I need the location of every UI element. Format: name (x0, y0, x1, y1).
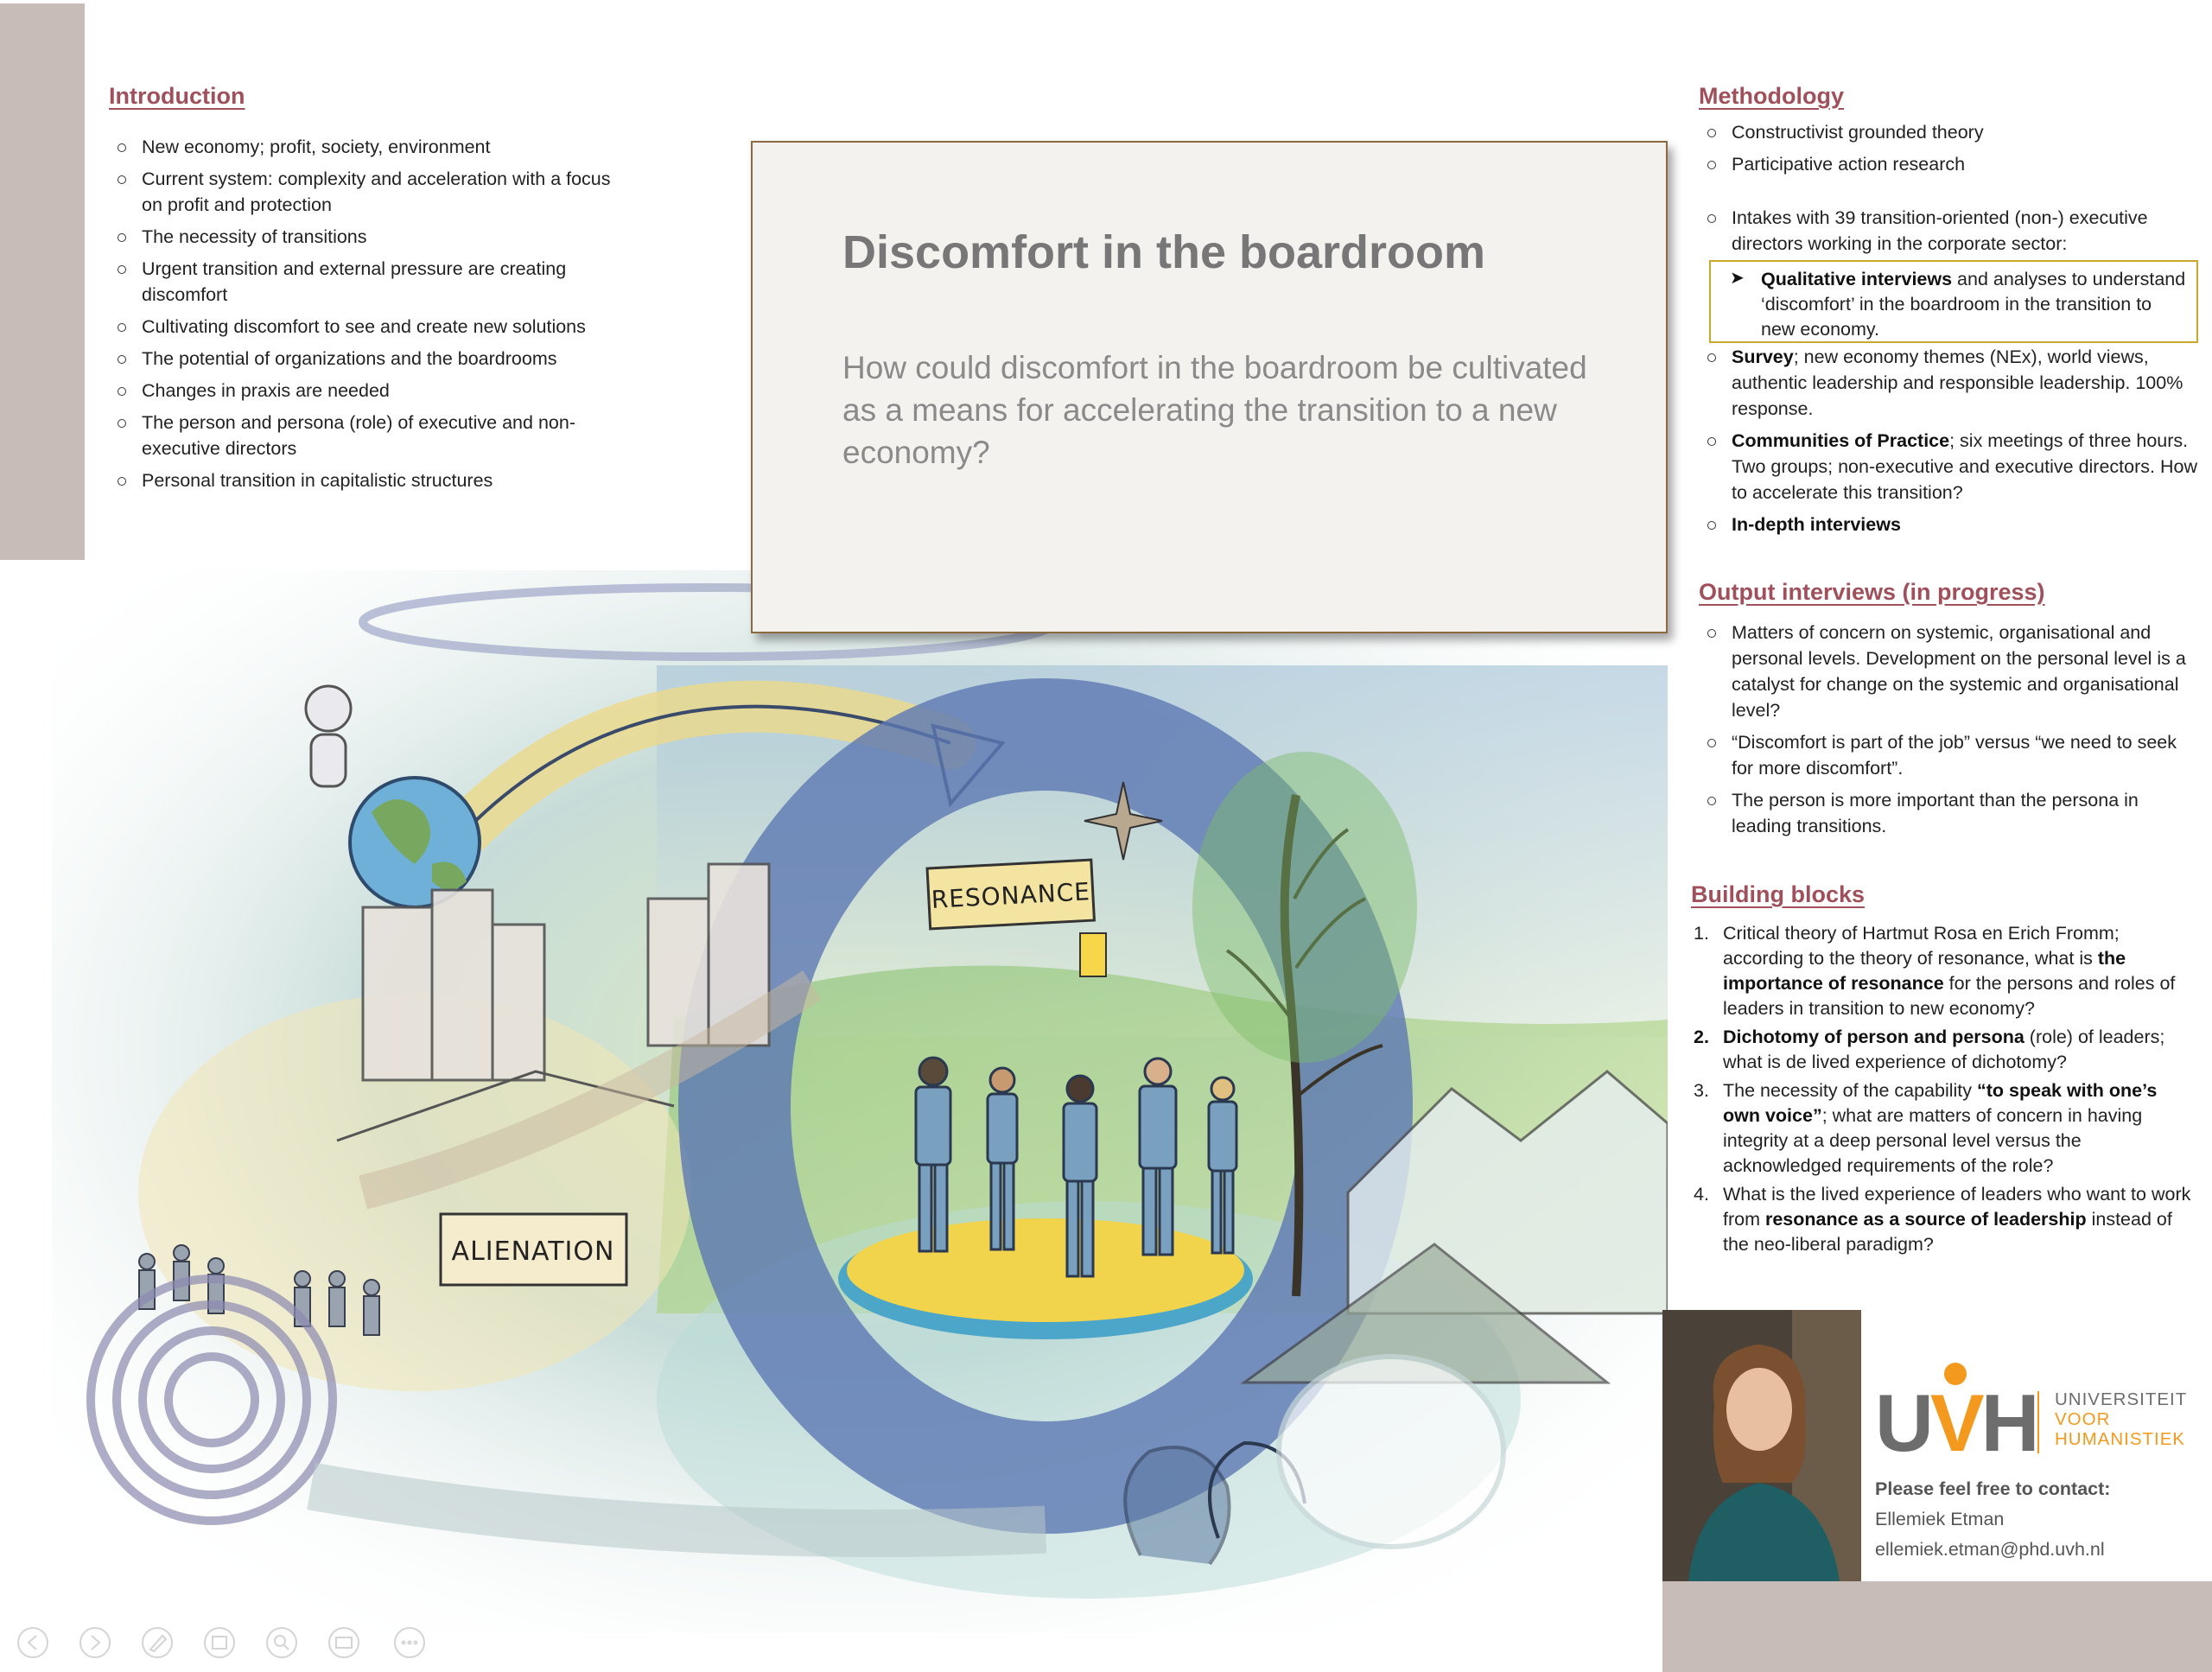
main-title-box (751, 141, 1668, 633)
output-list (1702, 620, 2195, 845)
list-item: 3. The necessity of the capability “to speak with one’s own voice”; what are matters of concern in having integrity at a deep personal level versus the acknowledged requirements of the role? (1694, 1080, 2158, 1176)
list-item: “Discomfort is part of the job” versus “we need to seek for more discomfort”. (1702, 729, 2195, 781)
highlight-bold: Qualitative interviews (1761, 269, 1953, 289)
list-item: New economy; profit, society, environment (112, 134, 631, 160)
list-item: Personal transition in capitalistic structures (112, 467, 631, 493)
research-question: How could discomfort in the boardroom be cultivated as a means for accelerating the transition to a new economy? (842, 350, 1587, 470)
list-item: Cultivating discomfort to see and create new solutions (112, 314, 631, 340)
introduction-list (112, 134, 631, 499)
resonance-illustration (52, 536, 1668, 1650)
list-item: Constructivist grounded theory (1702, 119, 2212, 145)
methodology-list-bottom (1702, 344, 2212, 544)
list-item: Intakes with 39 transition-oriented (non-) executive directors working in the corporate sector: (1702, 205, 2212, 257)
list-item: Participative action research (1702, 151, 2212, 177)
left-accent-bar (0, 3, 85, 560)
presentation-toolbar (16, 1625, 448, 1660)
arrow-bullet-icon: ➤ (1730, 269, 1745, 288)
contact-block (1875, 1474, 2110, 1565)
author-photo (1662, 1310, 1861, 1581)
list-item: The potential of organizations and the boardrooms (112, 346, 631, 372)
contact-email[interactable]: ellemiek.etman@phd.uvh.nl (1875, 1539, 2105, 1560)
list-item: The person and persona (role) of executive and non-executive directors (112, 410, 631, 461)
page-title: Discomfort in the boardroom (842, 226, 1486, 278)
subtitles-icon[interactable] (329, 1628, 359, 1657)
logo-separator (2037, 1391, 2039, 1453)
resonance-sign-label: RESONANCE (930, 877, 1091, 914)
next-icon[interactable] (80, 1628, 110, 1657)
prev-icon[interactable] (18, 1628, 48, 1657)
contact-name: Ellemiek Etman (1875, 1509, 2005, 1529)
list-item: Communities of Practice; six meetings of three hours. Two groups; non-executive and executive directors. How to accelerate this transition? (1702, 428, 2212, 505)
pen-icon[interactable] (143, 1628, 172, 1657)
list-item: Survey; new economy themes (NEx), world views, authentic leadership and responsible leadership. 100% response. (1702, 344, 2212, 422)
bottom-accent-bar (1662, 1581, 2212, 1672)
building-blocks-title: Building blocks (1691, 881, 1866, 907)
list-item: Current system: complexity and acceleration with a focus on profit and protection (112, 166, 631, 218)
introduction-title: Introduction (109, 83, 245, 109)
slides-icon[interactable] (205, 1628, 234, 1657)
list-item: 1. Critical theory of Hartmut Rosa en Erich Fromm; according to the theory of resonance, what is the importance of resonance for the persons and roles of leaders in transition to new economy? (1694, 923, 2176, 1019)
building-blocks-list (1690, 921, 2191, 1261)
highlight-text: and analyses to understand ‘discomfort’ in the boardroom in the transition to new economy. (1761, 269, 2186, 340)
list-item: Urgent transition and external pressure are creating discomfort (112, 256, 631, 308)
list-item: The person is more important than the persona in leading transitions. (1702, 787, 2195, 839)
more-icon[interactable] (395, 1628, 424, 1657)
output-interviews-title: Output interviews (in progress) (1699, 579, 2045, 605)
list-item: Changes in praxis are needed (112, 378, 631, 404)
list-item: In-depth interviews (1702, 512, 2212, 537)
list-item: The necessity of transitions (112, 224, 631, 250)
contact-heading: Please feel free to contact: (1875, 1478, 2111, 1499)
university-name: UNIVERSITEIT VOOR HUMANISTIEK (2055, 1389, 2188, 1449)
alienation-sign-label: ALIENATION (451, 1237, 615, 1267)
methodology-title: Methodology (1699, 83, 1844, 109)
uvh-logo: UVH (1875, 1377, 2037, 1468)
list-item: 4. What is the lived experience of leaders who want to work from resonance as a source of leadership instead of the neo-liberal paradigm? (1694, 1184, 2191, 1255)
methodology-list-top (1702, 119, 2212, 263)
qualitative-interviews-highlight (1709, 260, 2198, 343)
list-item: 2. Dichotomy of person and persona (role) of leaders; what is de lived experience of dichotomy? (1694, 1027, 2165, 1072)
zoom-icon[interactable] (267, 1628, 296, 1657)
list-item: Matters of concern on systemic, organisational and personal levels. Development on the personal level is a catalyst for change on the systemic and organisational level? (1702, 620, 2195, 723)
